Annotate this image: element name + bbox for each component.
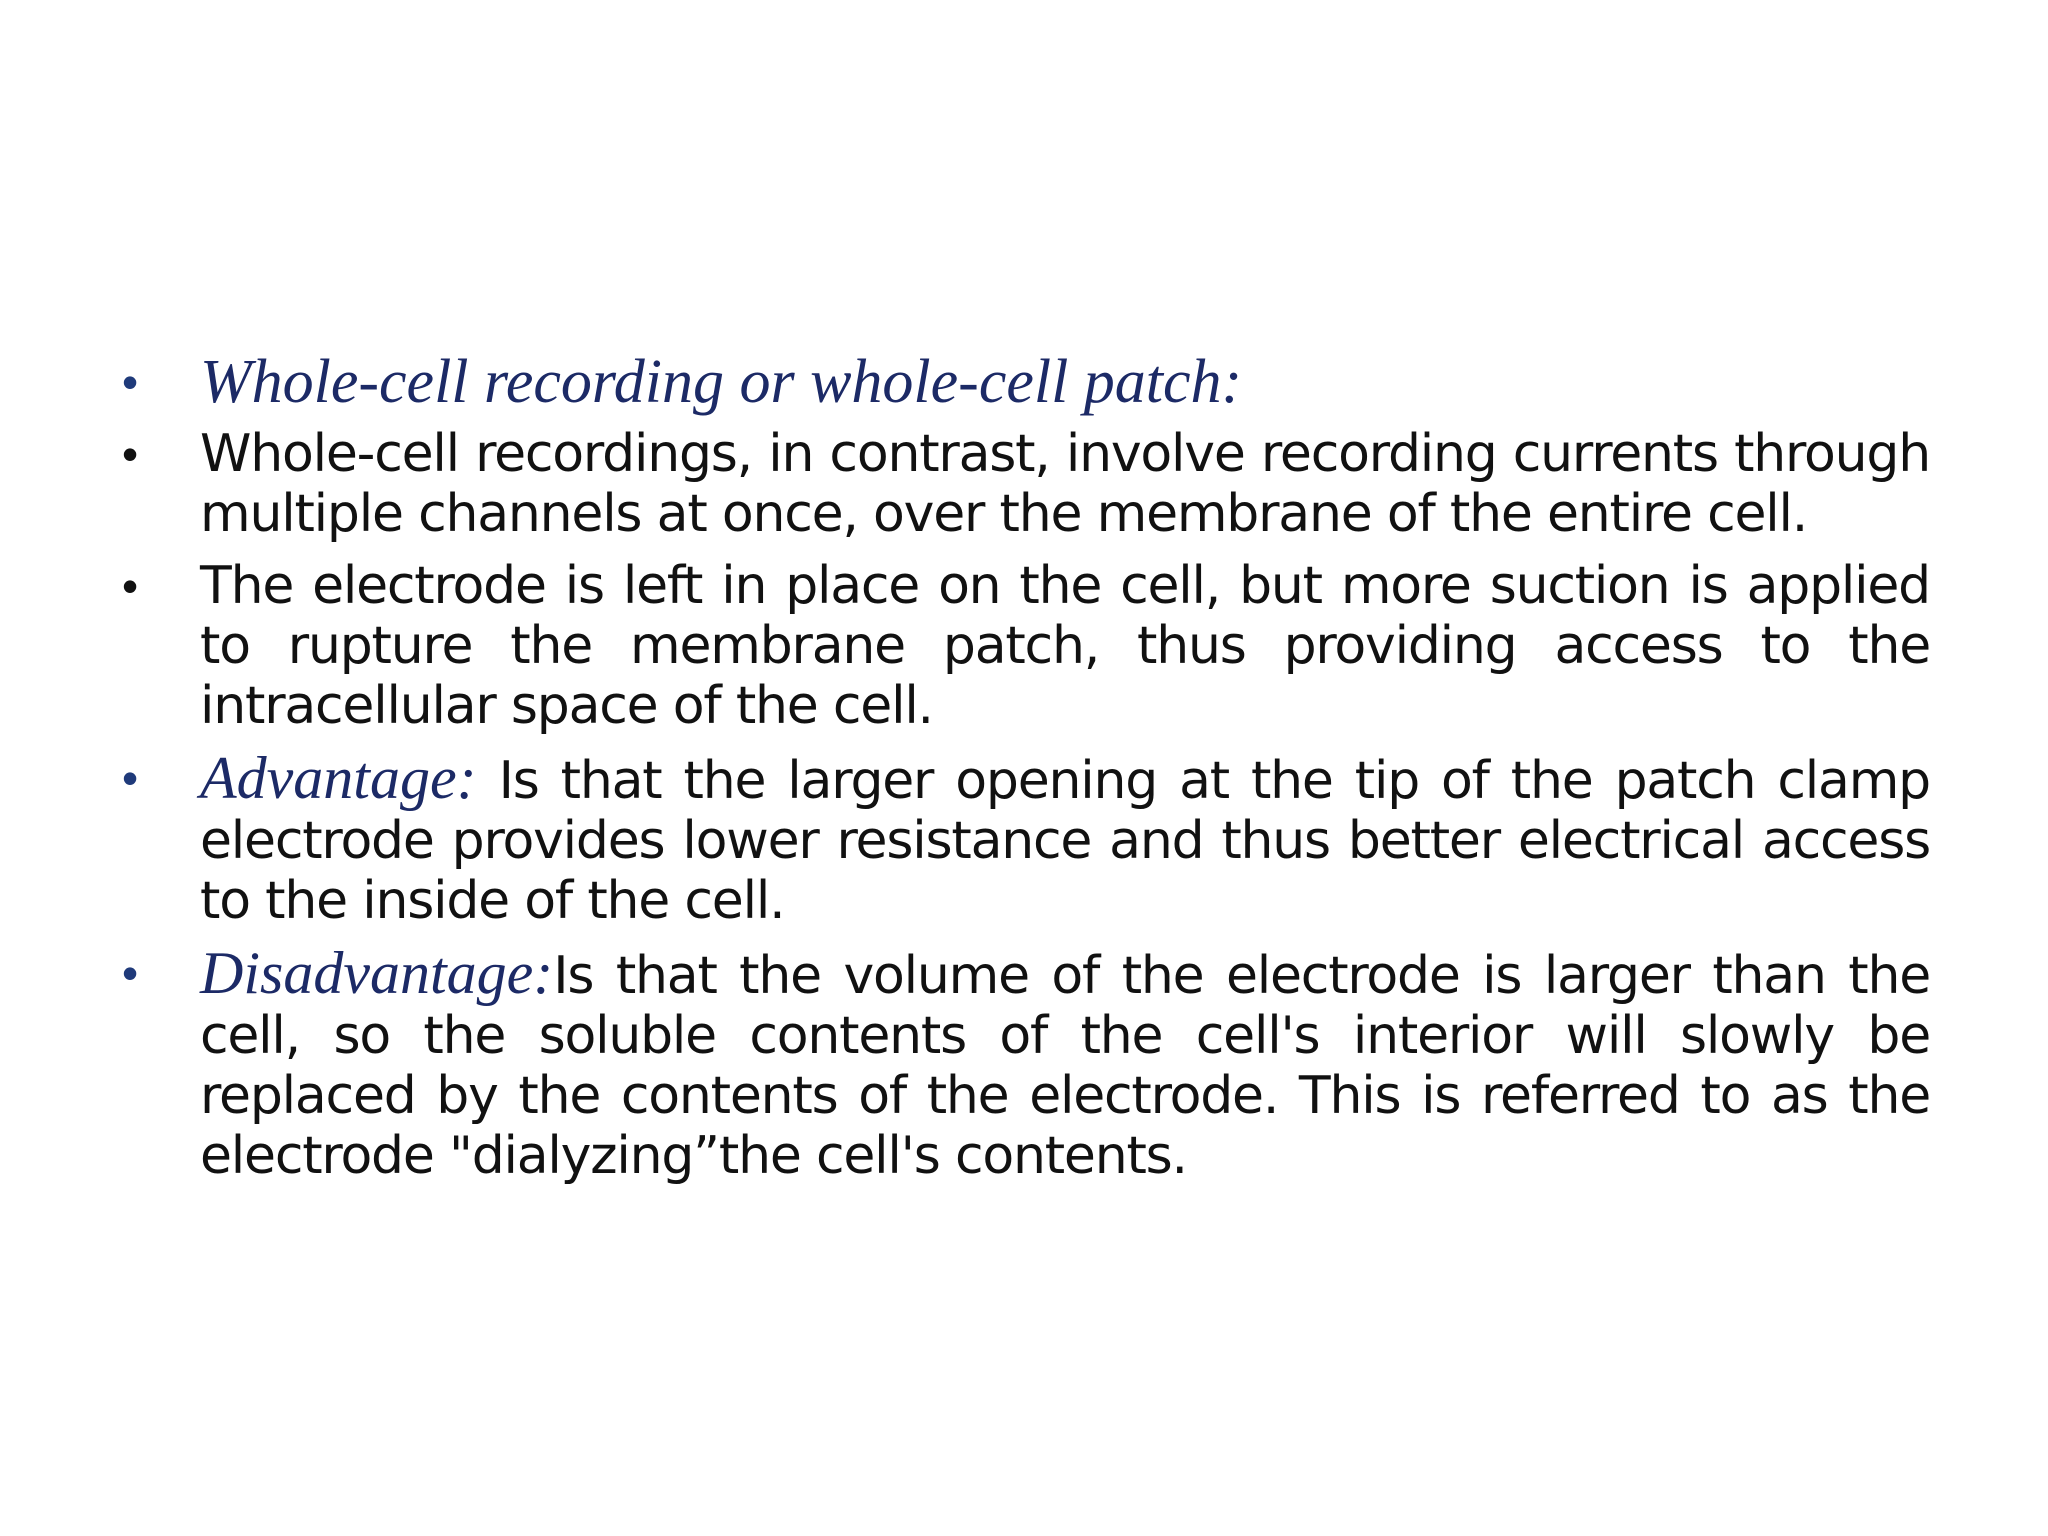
bullet-icon: • [122,356,139,408]
bullet-list [112,348,1930,1198]
bullet-item [112,556,1930,736]
bullet-icon: • [122,428,139,480]
bullet-icon: • [122,752,139,804]
bullet-item [112,424,1930,544]
bullet-item-advantage [112,745,1930,931]
disadvantage-text: Is that the volume of the electrode is larger than the cell, so the soluble contents of the cell's interior will slowly be replaced by the contents of the electrode. This is referred to as the electrode "dialyzing”the cell's contents. [200,946,1930,1186]
advantage-paragraph [200,745,1930,931]
bullet-icon: • [122,947,139,999]
disadvantage-paragraph [200,940,1930,1186]
bullet-text: Whole-cell recordings, in contrast, involve recording currents through multiple channels at once, over the membrane of the entire cell. [200,424,1930,544]
disadvantage-label: Disadvantage: [200,940,554,1006]
bullet-item-heading [112,348,1930,416]
section-heading: Whole-cell recording or whole-cell patch: [200,348,1243,416]
advantage-text: Is that the larger opening at the tip of the patch clamp electrode provides lower resistance and thus better electrical access to the inside of the cell. [200,751,1930,931]
bullet-item-disadvantage [112,940,1930,1186]
advantage-label: Advantage: [200,745,477,811]
bullet-icon: • [122,560,139,612]
bullet-text: The electrode is left in place on the cell, but more suction is applied to rupture the membrane patch, thus providing access to the intracellular space of the cell. [200,556,1930,736]
